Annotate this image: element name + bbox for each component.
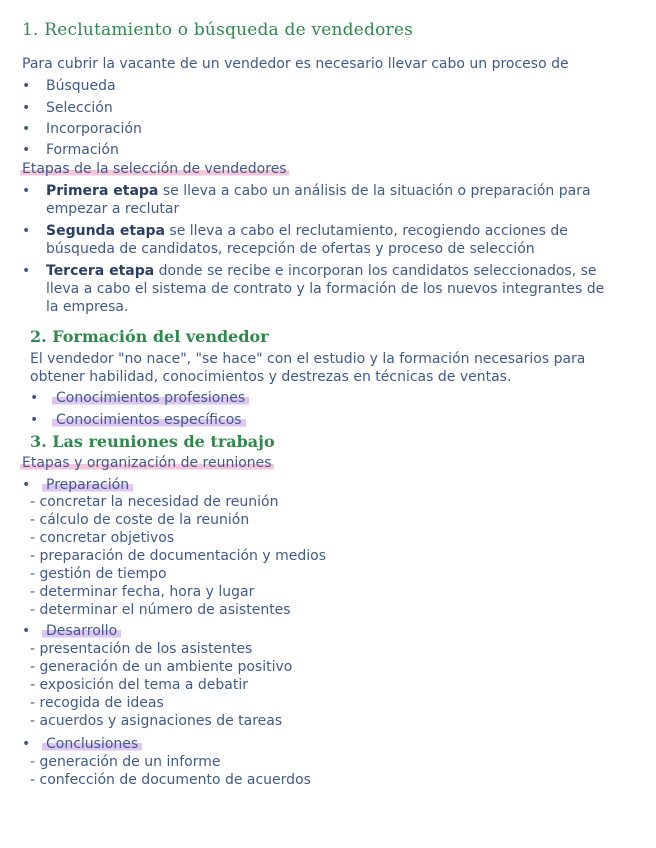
section-3-subheading: Etapas y organización de reuniones bbox=[22, 455, 272, 471]
list-item: - determinar fecha, hora y lugar bbox=[30, 584, 255, 600]
section-2-line-1: El vendedor "no nace", "se hace" con el estudio y la formación necesarios para bbox=[30, 351, 586, 367]
section-3-title: 3. Las reuniones de trabajo bbox=[30, 432, 275, 451]
list-item: - exposición del tema a debatir bbox=[30, 677, 249, 693]
list-item: - generación de un informe bbox=[30, 754, 221, 770]
list-item: - gestión de tiempo bbox=[30, 566, 167, 582]
list-item: - determinar el número de asistentes bbox=[30, 602, 291, 618]
list-item: - concretar la necesidad de reunión bbox=[30, 494, 279, 510]
section-2-title: 2. Formación del vendedor bbox=[30, 327, 269, 346]
list-item: - generación de un ambiente positivo bbox=[30, 659, 293, 675]
section-2-line-2: obtener habilidad, conocimientos y destrezas en técnicas de ventas. bbox=[30, 369, 512, 385]
list-item: - concretar objetivos bbox=[30, 530, 175, 546]
list-item: - presentación de los asistentes bbox=[30, 641, 253, 657]
section-1-title: 1. Reclutamiento o búsqueda de vendedores bbox=[22, 20, 414, 40]
list-item: - confección de documento de acuerdos bbox=[30, 772, 311, 788]
document-page: 1. Reclutamiento o búsqueda de vendedores Para cubrir la vacante de un vendedor es necesario llevar cabo un proceso de • Búsqueda • Selección • Incorporación • Formación Etapas de la selección de vendedores • Primera etapa se lleva a cabo un análisis de la situación o preparación para empezar a reclutar • Segunda etapa se lleva a cabo el reclutamiento, recogiendo acciones de búsqueda de candidatos, recepción de ofertas y proceso de selección • Tercera etapa donde se recibe e incorporan los candidatos seleccionados, se lleva a cabo el sistema de contrato y la formación de los nuevos integrantes de la empresa. 2. Formación del vendedor El vendedor "no nace", "se hace" con el estudio y la formación necesarios para obtener habilidad, conocimientos y destrezas en técnicas de ventas. • Conocimientos profesiones • Conocimientos específicos 3. Las reuniones de trabajo Etapas y organización de reuniones • Preparación - concretar la necesidad de reunión - cálculo de coste de la reunión - concretar objetivos - preparación de documentación y medios - gestión de tiempo - determinar fecha, hora y lugar - determinar el número de asistentes • Desarrollo - presentación de los asistentes - generación de un ambiente positivo - exposición del tema a debatir - recogida de ideas - acuerdos y asignaciones de tareas • Conclusiones - generación de un informe - confección de documento de acuerdos bbox=[22, 20, 605, 788]
list-item: - recogida de ideas bbox=[30, 695, 164, 711]
section-1-intro: Para cubrir la vacante de un vendedor es necesario llevar cabo un proceso de bbox=[22, 56, 569, 72]
list-item: - cálculo de coste de la reunión bbox=[30, 512, 250, 528]
section-1-subheading: Etapas de la selección de vendedores bbox=[22, 161, 287, 177]
list-item: - preparación de documentación y medios bbox=[30, 548, 326, 564]
list-item: - acuerdos y asignaciones de tareas bbox=[30, 713, 283, 729]
